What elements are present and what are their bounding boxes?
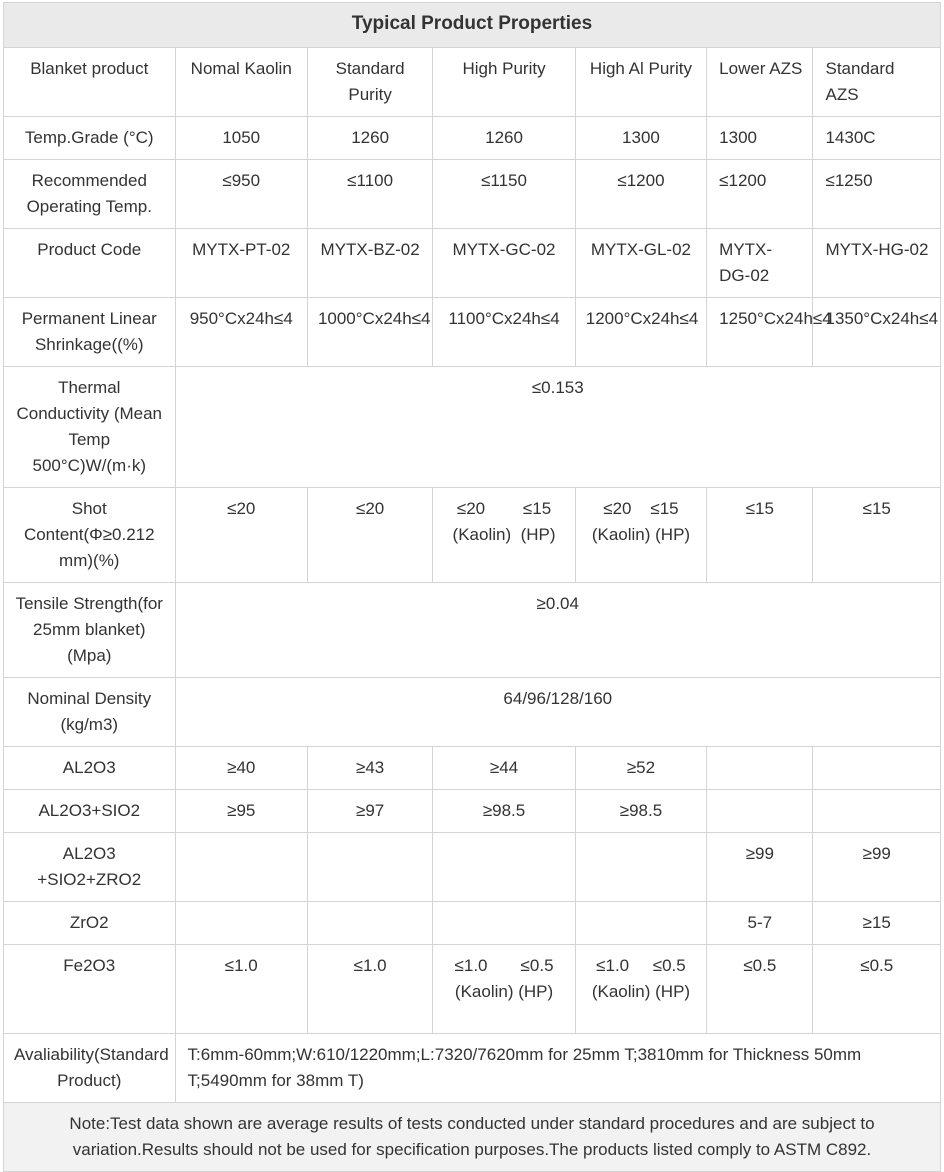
table-cell: [307, 902, 432, 945]
table-cell: 64/96/128/160: [175, 678, 940, 747]
table-cell: 1300: [707, 117, 813, 160]
row-label: Avaliability(Standard Product): [4, 1034, 176, 1103]
table-cell: 950°Cx24h≤4: [175, 298, 307, 367]
table-cell: MYTX-DG-02: [707, 229, 813, 298]
table-cell: ≤0.5: [813, 945, 941, 1034]
table-cell: 1260: [433, 117, 575, 160]
table-row: [4, 229, 941, 298]
column-header: Standard Purity: [307, 48, 432, 117]
table-cell: [575, 833, 706, 902]
table-cell: ≤15: [813, 488, 941, 583]
product-properties-table: [3, 2, 941, 1172]
header-row: [4, 48, 941, 117]
table-cell: ≥98.5: [575, 790, 706, 833]
row-label: AL2O3+SIO2: [4, 790, 176, 833]
table-cell: ≥95: [175, 790, 307, 833]
table-cell: ≤1200: [707, 160, 813, 229]
table-cell: [813, 790, 941, 833]
row-label: AL2O3 +SIO2+ZRO2: [4, 833, 176, 902]
row-label: ZrO2: [4, 902, 176, 945]
column-header: Nomal Kaolin: [175, 48, 307, 117]
row-label: Tensile Strength(for 25mm blanket)(Mpa): [4, 583, 176, 678]
table-cell: MYTX-GC-02: [433, 229, 575, 298]
table-cell: ≤1200: [575, 160, 706, 229]
table-cell: ≤0.153: [175, 367, 940, 488]
table-cell: ≥52: [575, 747, 706, 790]
table-cell: [707, 747, 813, 790]
table-cell: MYTX-HG-02: [813, 229, 941, 298]
table-row: [4, 747, 941, 790]
table-cell: ≤20 ≤15 (Kaolin) (HP): [575, 488, 706, 583]
table-row: [4, 1034, 941, 1103]
table-cell: ≤1100: [307, 160, 432, 229]
row-label: Recommended Operating Temp.: [4, 160, 176, 229]
table-cell: ≤20 ≤15 (Kaolin) (HP): [433, 488, 575, 583]
table-row: [4, 367, 941, 488]
table-cell: [813, 747, 941, 790]
footnote: Note:Test data shown are average results of tests conducted under standard procedures and are subject to variation.Results should not be used for specification purposes.The products listed comply to ASTM C892.: [4, 1103, 941, 1172]
table-cell: ≤950: [175, 160, 307, 229]
table-row: [4, 902, 941, 945]
table-cell: [175, 902, 307, 945]
table-cell: MYTX-GL-02: [575, 229, 706, 298]
row-label: Fe2O3: [4, 945, 176, 1034]
table-cell: 1000°Cx24h≤4: [307, 298, 432, 367]
table-cell: ≥97: [307, 790, 432, 833]
table-cell: ≤1150: [433, 160, 575, 229]
table-cell: 1260: [307, 117, 432, 160]
table-row: [4, 678, 941, 747]
table-cell: 1300: [575, 117, 706, 160]
column-header: Standard AZS: [813, 48, 941, 117]
table-cell: ≤0.5: [707, 945, 813, 1034]
table-cell: [307, 833, 432, 902]
table-cell: 5-7: [707, 902, 813, 945]
table-cell: MYTX-PT-02: [175, 229, 307, 298]
row-label: Shot Content(Φ≥0.212 mm)(%): [4, 488, 176, 583]
table-cell: [707, 790, 813, 833]
table-row: [4, 160, 941, 229]
table-cell: [575, 902, 706, 945]
table-cell: 1250°Cx24h≤4: [707, 298, 813, 367]
table-cell: ≤1.0 ≤0.5 (Kaolin) (HP): [433, 945, 575, 1034]
table-cell: ≥15: [813, 902, 941, 945]
table-cell: 1200°Cx24h≤4: [575, 298, 706, 367]
table-cell: ≥40: [175, 747, 307, 790]
table-cell: ≤1.0: [175, 945, 307, 1034]
table-cell: ≥99: [707, 833, 813, 902]
table-row: [4, 117, 941, 160]
row-label: Permanent Linear Shrinkage((%): [4, 298, 176, 367]
table-cell: [175, 833, 307, 902]
table-cell: ≥0.04: [175, 583, 940, 678]
row-label: Temp.Grade (°C): [4, 117, 176, 160]
table-row: [4, 833, 941, 902]
column-header: High Al Purity: [575, 48, 706, 117]
table-row: [4, 583, 941, 678]
table-row: [4, 790, 941, 833]
table-cell: 1430C: [813, 117, 941, 160]
table-cell: ≥98.5: [433, 790, 575, 833]
table-title: Typical Product Properties: [4, 3, 941, 48]
column-header: High Purity: [433, 48, 575, 117]
table-row: [4, 488, 941, 583]
column-header: Lower AZS: [707, 48, 813, 117]
row-label: Blanket product: [4, 48, 176, 117]
table-cell: ≥44: [433, 747, 575, 790]
row-label: Product Code: [4, 229, 176, 298]
table-cell: MYTX-BZ-02: [307, 229, 432, 298]
table-cell: 1350°Cx24h≤4: [813, 298, 941, 367]
table-row: [4, 298, 941, 367]
table-cell: T:6mm-60mm;W:610/1220mm;L:7320/7620mm for 25mm T;3810mm for Thickness 50mm T;5490mm for 38mm T): [175, 1034, 940, 1103]
table-cell: ≤20: [307, 488, 432, 583]
table-cell: ≤20: [175, 488, 307, 583]
table-cell: ≤1.0 ≤0.5 (Kaolin) (HP): [575, 945, 706, 1034]
table-cell: [433, 833, 575, 902]
row-label: AL2O3: [4, 747, 176, 790]
table-cell: ≤15: [707, 488, 813, 583]
table-cell: ≥43: [307, 747, 432, 790]
table-row: [4, 945, 941, 1034]
table-cell: 1100°Cx24h≤4: [433, 298, 575, 367]
row-label: Thermal Conductivity (Mean Temp 500°C)W/(m·k): [4, 367, 176, 488]
table-cell: [433, 902, 575, 945]
row-label: Nominal Density (kg/m3): [4, 678, 176, 747]
table-cell: ≤1250: [813, 160, 941, 229]
note-row: [4, 1103, 941, 1172]
table-cell: 1050: [175, 117, 307, 160]
table-cell: ≤1.0: [307, 945, 432, 1034]
table-cell: ≥99: [813, 833, 941, 902]
